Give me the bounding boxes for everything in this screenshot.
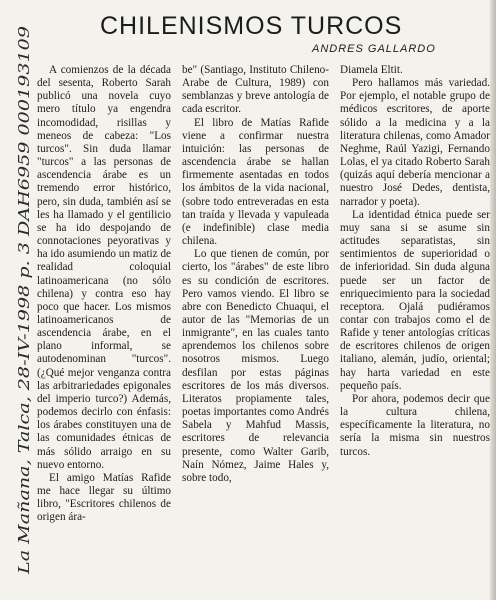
scan-edge: [490, 0, 496, 600]
article-author: ANDRES GALLARDO: [312, 43, 436, 55]
handwritten-archive-note-icon: [16, 18, 32, 578]
paragraph: La identidad étnica puede ser muy sana si se asume sin actitudes separatistas, sin sentimientos de superioridad o de inferioridad. Sin duda alguna puede ser un factor de enriquecimiento para la sociedad receptora. Ojalá pudiéramos contar con trabajos como el de Rafide y tener antologías críticas de escritores chilenos de origen italiano, alemán, judío, oriental; hay harta variedad en este pequeño país.: [340, 208, 490, 392]
column-1: [37, 64, 171, 594]
column-2: [182, 64, 329, 594]
article-title: CHILENISMOS TURCOS: [100, 12, 403, 40]
margin-handwriting: [16, 18, 32, 578]
paragraph: Por ahora, podemos decir que la cultura chilena, específicamente la literatura, no sería la misma sin nuestros turcos.: [340, 392, 490, 458]
paragraph: Pero hallamos más variedad. Por ejemplo, el notable grupo de médicos escritores, de aporte sólido a la medicina y a la literatura chilenas, como Amador Neghme, Raúl Yazigi, Fernando Lolas, el ya citado Roberto Sarah (quizás aquí debería mencionar a nuestro José Dedes, dentista, narrador y poeta).: [340, 77, 490, 208]
paragraph: El amigo Matías Rafide me hace llegar su último libro, "Escritores chilenos de origen ára-: [37, 471, 171, 524]
paragraph: A comienzos de la década del sesenta, Roberto Sarah publicó una novela cuyo mero título ya engendra incomodidad, risillas y meneos de cabeza: "Los turcos". Sin duda llamar "turcos" a las personas de ascendencia árabe es un tremendo error histórico, pero, sin duda, también así se les ha llamado y el gentilicio se ha ido despojando de connotaciones peyorativas y ha ido asumiendo un matiz de realidad coloquial latinoamericana (no sólo chilena) y contra eso hay poco que hacer. Los mismos latinoamericanos de ascendencia árabe, en el plano informal, se autodenominan "turcos". (¿Qué mejor venganza contra las arbitrariedades epigonales del imperio turco?) Además, podemos decirlo con énfasis: los árabes constituyen una de las comunidades étnicas de más sólido arraigo en su nuevo entorno.: [37, 64, 171, 471]
handwritten-archive-note: La Mañana, Talca, 28-IV-1998 p. 3 DAH6959 000193109: [15, 144, 33, 574]
paragraph: be" (Santiago, Instituto Chileno-Arabe de Cultura, 1989) con semblanzas y breve antología de cada escritor.: [182, 64, 329, 116]
column-3: [340, 64, 490, 594]
paragraph: Lo que tienen de común, por cierto, los "árabes" de este libro es su condición de escritores. Pero vamos viendo. El libro se abre con Benedicto Chuaqui, el autor de las "Memorias de un inmigrante", en las cuales tanto aprendemos los chilenos sobre nosotros mismos. Luego desfilan por estas páginas escritores de los más diversos. Literatos propiamente tales, poetas importantes como Andrés Sabela y Mahfud Massis, escritores de relevancia presente, como Walter Garib, Naín Nómez, Jaime Hales y, sobre todo,: [182, 248, 329, 484]
paragraph: Diamela Eltit.: [340, 64, 403, 76]
paragraph: El libro de Matías Rafide viene a confirmar nuestra intuición: las personas de ascendencia árabe se hallan firmemente asentadas en todos los ámbitos de la vida nacional, (sobre todo entreveradas en esta tan traída y llevada y vapuleada (e indefinible) clase media chilena.: [182, 116, 329, 248]
